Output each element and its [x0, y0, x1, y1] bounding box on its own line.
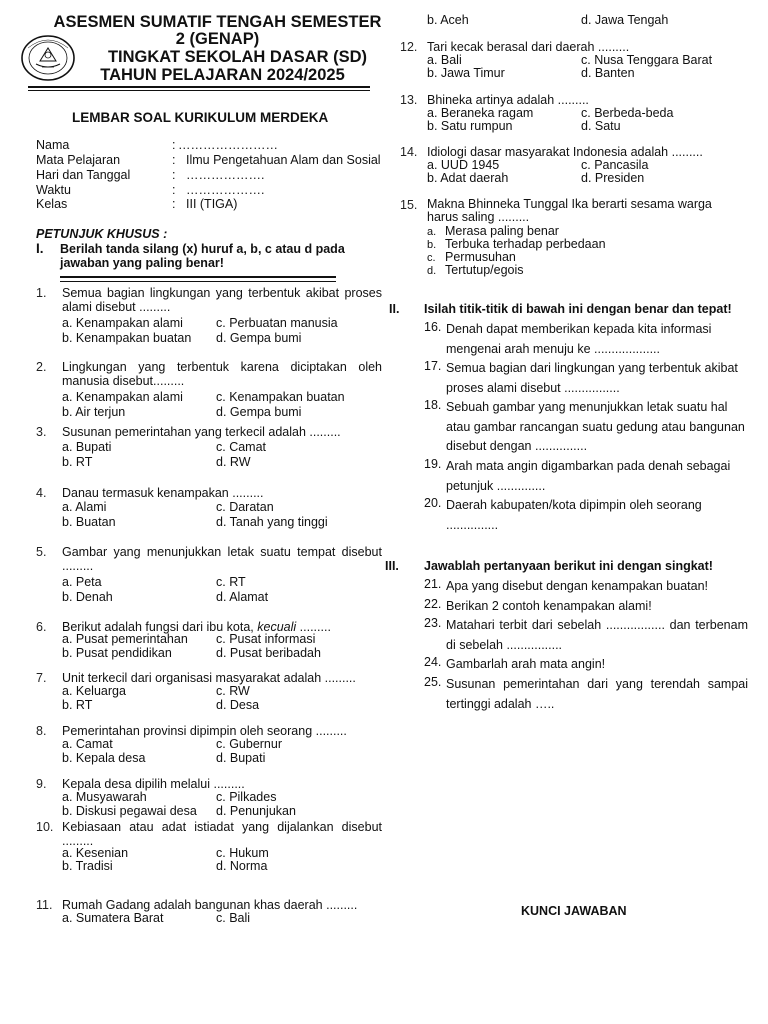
option-b-letter: b. [427, 239, 437, 251]
identity-colon: : [172, 153, 176, 167]
option-a[interactable]: a. Kenampakan alami [62, 316, 183, 330]
option-a[interactable]: a. Bupati [62, 440, 112, 454]
item-text: Sebuah gambar yang menunjukkan letak suatu hal atau gambar rancangan suatu gedung atau bangunan disebut dengan ............... [446, 400, 745, 453]
option-a[interactable]: a. Sumatera Barat [62, 911, 164, 925]
option-a[interactable]: a. Peta [62, 575, 102, 589]
item-text: Semua bagian dari lingkungan yang terbentuk akibat proses alami disebut ................ [446, 361, 738, 395]
question-number: 1. [36, 286, 47, 300]
question-number: 9. [36, 777, 47, 791]
question-number: 7. [36, 671, 47, 685]
option-c[interactable]: Permusuhan [445, 250, 516, 264]
option-a[interactable]: a. Beraneka ragam [427, 106, 534, 120]
item-number: 17. [424, 359, 442, 373]
item-text: Daerah kabupaten/kota dipimpin oleh seorang ............... [446, 498, 702, 532]
section-1-rule-thick [60, 276, 336, 278]
item-text: Berikan 2 contoh kenampakan alami! [446, 599, 652, 613]
identity-value: ………………. [186, 168, 265, 182]
section-1-instruction: Berilah tanda silang (x) huruf a, b, c atau d pada jawaban yang paling benar! [60, 242, 345, 270]
item-number: 16. [424, 320, 442, 334]
question-number: 5. [36, 545, 47, 559]
question-number: 13. [400, 93, 418, 107]
item-number: 20. [424, 496, 442, 510]
option-d[interactable]: d. Bupati [216, 751, 266, 765]
question-number: 11. [36, 898, 53, 912]
item-number: 25. [424, 675, 442, 689]
question-stem-blank: ......... [296, 620, 331, 634]
question-stem: Gambar yang menunjukkan letak suatu tempat disebut ......... [62, 545, 382, 573]
section-2-number: II. [389, 302, 400, 316]
item-text: Matahari terbit dari sebelah ................. dan terbenam di sebelah ................ [446, 618, 748, 652]
section-3-number: III. [385, 559, 399, 573]
option-d[interactable]: d. Satu [581, 119, 621, 133]
item-number: 23. [424, 616, 442, 630]
option-c[interactable]: c. Daratan [216, 500, 274, 514]
question-number: 6. [36, 620, 47, 634]
option-d[interactable]: d. Norma [216, 859, 268, 873]
item-number: 24. [424, 655, 442, 669]
item-number: 22. [424, 597, 442, 611]
option-b[interactable]: b. Satu rumpun [427, 119, 513, 133]
identity-label: Waktu [36, 183, 71, 197]
question-stem: Idiologi dasar masyarakat Indonesia adalah ......... [427, 145, 703, 159]
identity-colon: : [172, 197, 176, 211]
option-a[interactable]: a. Alami [62, 500, 107, 514]
option-b[interactable]: b. Diskusi pegawai desa [62, 804, 197, 818]
question-number: 12. [400, 40, 418, 54]
item-text: Susunan pemerintahan dari yang terendah sampai tertinggi adalah ….. [446, 677, 748, 711]
option-d-letter: d. [427, 265, 437, 277]
question-stem: Susunan pemerintahan yang terkecil adalah ......... [62, 425, 341, 439]
option-a[interactable]: a. Musyawarah [62, 790, 147, 804]
question-number: 14. [400, 145, 418, 159]
option-a[interactable]: a. Pusat pemerintahan [62, 632, 188, 646]
option-b[interactable]: b. Aceh [427, 13, 469, 27]
option-a[interactable]: a. Kenampakan alami [62, 390, 183, 404]
option-a[interactable]: a. Camat [62, 737, 113, 751]
header-rule-thick [28, 86, 370, 88]
answer-key-heading: KUNCI JAWABAN [521, 904, 627, 918]
question-number: 2. [36, 360, 47, 374]
option-a[interactable]: a. Keluarga [62, 684, 126, 698]
identity-label: Hari dan Tanggal [36, 168, 131, 182]
header-title-line-3: TINGKAT SEKOLAH DASAR (SD) [107, 48, 368, 66]
question-stem: Kebiasaan atau adat istiadat yang dijalankan disebut ......... [62, 820, 382, 848]
option-a[interactable]: Merasa paling benar [445, 224, 559, 238]
option-d[interactable]: d. Presiden [581, 171, 645, 185]
option-b[interactable]: b. Air terjun [62, 405, 126, 419]
option-a[interactable]: a. Bali [427, 53, 462, 67]
option-d[interactable]: d. Penunjukan [216, 804, 296, 818]
option-d[interactable]: d. RW [216, 455, 251, 469]
header-title-line-2: 2 (GENAP) [175, 30, 260, 48]
option-d[interactable]: d. Pusat beribadah [216, 646, 321, 660]
identity-colon: : [172, 183, 176, 197]
item-number: 19. [424, 457, 442, 471]
question-stem: Pemerintahan provinsi dipimpin oleh seorang ......... [62, 724, 347, 738]
option-c[interactable]: c. Kenampakan buatan [216, 390, 345, 404]
option-d[interactable]: d. Tanah yang tinggi [216, 515, 328, 529]
option-c[interactable]: c. Nusa Tenggara Barat [581, 53, 713, 67]
option-c[interactable]: c. Pancasila [581, 158, 649, 172]
question-stem: Unit terkecil dari organisasi masyarakat adalah ......... [62, 671, 356, 685]
option-b[interactable]: b. RT [62, 455, 93, 469]
option-b[interactable]: b. Kepala desa [62, 751, 146, 765]
option-c[interactable]: c. Camat [216, 440, 267, 454]
question-stem: Bhineka artinya adalah ......... [427, 93, 589, 107]
item-text: Apa yang disebut dengan kenampakan buatan! [446, 579, 709, 593]
option-a-letter: a. [427, 226, 437, 238]
option-d[interactable]: d. Banten [581, 66, 635, 80]
option-c[interactable]: c. Bali [216, 911, 251, 925]
instructions-heading: PETUNJUK KHUSUS : [36, 227, 168, 241]
option-b[interactable]: b. Pusat pendidikan [62, 646, 172, 660]
item-number: 18. [424, 398, 442, 412]
option-d[interactable]: d. Alamat [216, 590, 269, 604]
option-b[interactable]: b. Denah [62, 590, 113, 604]
question-stem: Rumah Gadang adalah bangunan khas daerah ......... [62, 898, 358, 912]
identity-value: Ilmu Pengetahuan Alam dan Sosial [186, 153, 381, 167]
page-subtitle: LEMBAR SOAL KURIKULUM MERDEKA [72, 110, 329, 125]
option-c[interactable]: c. RT [216, 575, 246, 589]
option-c[interactable]: c. Pusat informasi [216, 632, 316, 646]
identity-value: …………………… [178, 138, 278, 152]
question-number: 3. [36, 425, 47, 439]
question-number: 15. [400, 198, 418, 212]
option-c[interactable]: c. Perbuatan manusia [216, 316, 338, 330]
question-stem: Semua bagian lingkungan yang terbentuk akibat proses alami disebut ......... [62, 286, 382, 314]
identity-value: III (TIGA) [186, 197, 238, 211]
option-a[interactable]: a. UUD 1945 [427, 158, 500, 172]
item-number: 21. [424, 577, 442, 591]
question-number: 4. [36, 486, 47, 500]
item-text: Arah mata angin digambarkan pada denah sebagai petunjuk .............. [446, 459, 731, 493]
option-c[interactable]: c. Hukum [216, 846, 269, 860]
option-d[interactable]: d. Jawa Tengah [581, 13, 669, 27]
identity-colon: : [172, 138, 176, 152]
identity-label: Nama [36, 138, 70, 152]
option-c[interactable]: c. Pilkades [216, 790, 277, 804]
option-a[interactable]: a. Kesenian [62, 846, 129, 860]
option-b[interactable]: b. Kenampakan buatan [62, 331, 192, 345]
question-stem: Makna Bhinneka Tunggal Ika berarti sesama warga harus saling ......... [427, 197, 712, 224]
item-text: Denah dapat memberikan kepada kita informasi mengenai arah menuju ke ................... [446, 322, 712, 356]
option-d[interactable]: d. Desa [216, 698, 260, 712]
section-2-heading: Isilah titik-titik di bawah ini dengan benar dan tepat! [424, 302, 732, 316]
option-c[interactable]: c. Berbeda-beda [581, 106, 674, 120]
header-title-line-4: TAHUN PELAJARAN 2024/2025 [100, 66, 345, 84]
question-stem: Danau termasuk kenampakan ......... [62, 486, 264, 500]
identity-value: ………………. [186, 183, 265, 197]
identity-label: Kelas [36, 197, 68, 211]
option-d[interactable]: d. Gempa bumi [216, 405, 302, 419]
option-c[interactable]: c. RW [216, 684, 250, 698]
question-number: 8. [36, 724, 47, 738]
option-b[interactable]: Terbuka terhadap perbedaan [445, 237, 606, 251]
question-number: 10. [36, 820, 54, 834]
option-b[interactable]: b. Buatan [62, 515, 116, 529]
question-stem: Tari kecak berasal dari daerah ......... [427, 40, 630, 54]
option-b[interactable]: b. Adat daerah [427, 171, 509, 185]
section-1-rule-thin [60, 281, 336, 282]
option-b[interactable]: b. Jawa Timur [427, 66, 505, 80]
identity-label: Mata Pelajaran [36, 153, 121, 167]
header-rule-thin [28, 90, 370, 91]
option-b[interactable]: b. RT [62, 698, 93, 712]
section-3-heading: Jawablah pertanyaan berikut ini dengan singkat! [424, 559, 713, 573]
option-b[interactable]: b. Tradisi [62, 859, 113, 873]
section-1-number: I. [36, 241, 44, 256]
question-stem: Lingkungan yang terbentuk karena diciptakan oleh manusia disebut......... [62, 360, 382, 388]
option-d[interactable]: d. Gempa bumi [216, 331, 302, 345]
option-c-letter: c. [427, 252, 436, 264]
option-d[interactable]: Tertutup/egois [445, 263, 524, 277]
option-c[interactable]: c. Gubernur [216, 737, 283, 751]
header-title-line-1: ASESMEN SUMATIF TENGAH SEMESTER [53, 13, 382, 31]
question-stem-text: Berikut adalah fungsi dari ibu kota, [62, 620, 258, 634]
question-stem: Kepala desa dipilih melalui ......... [62, 777, 245, 791]
question-stem-emphasis: kecuali [257, 620, 297, 634]
item-text: Gambarlah arah mata angin! [446, 657, 606, 671]
identity-colon: : [172, 168, 176, 182]
